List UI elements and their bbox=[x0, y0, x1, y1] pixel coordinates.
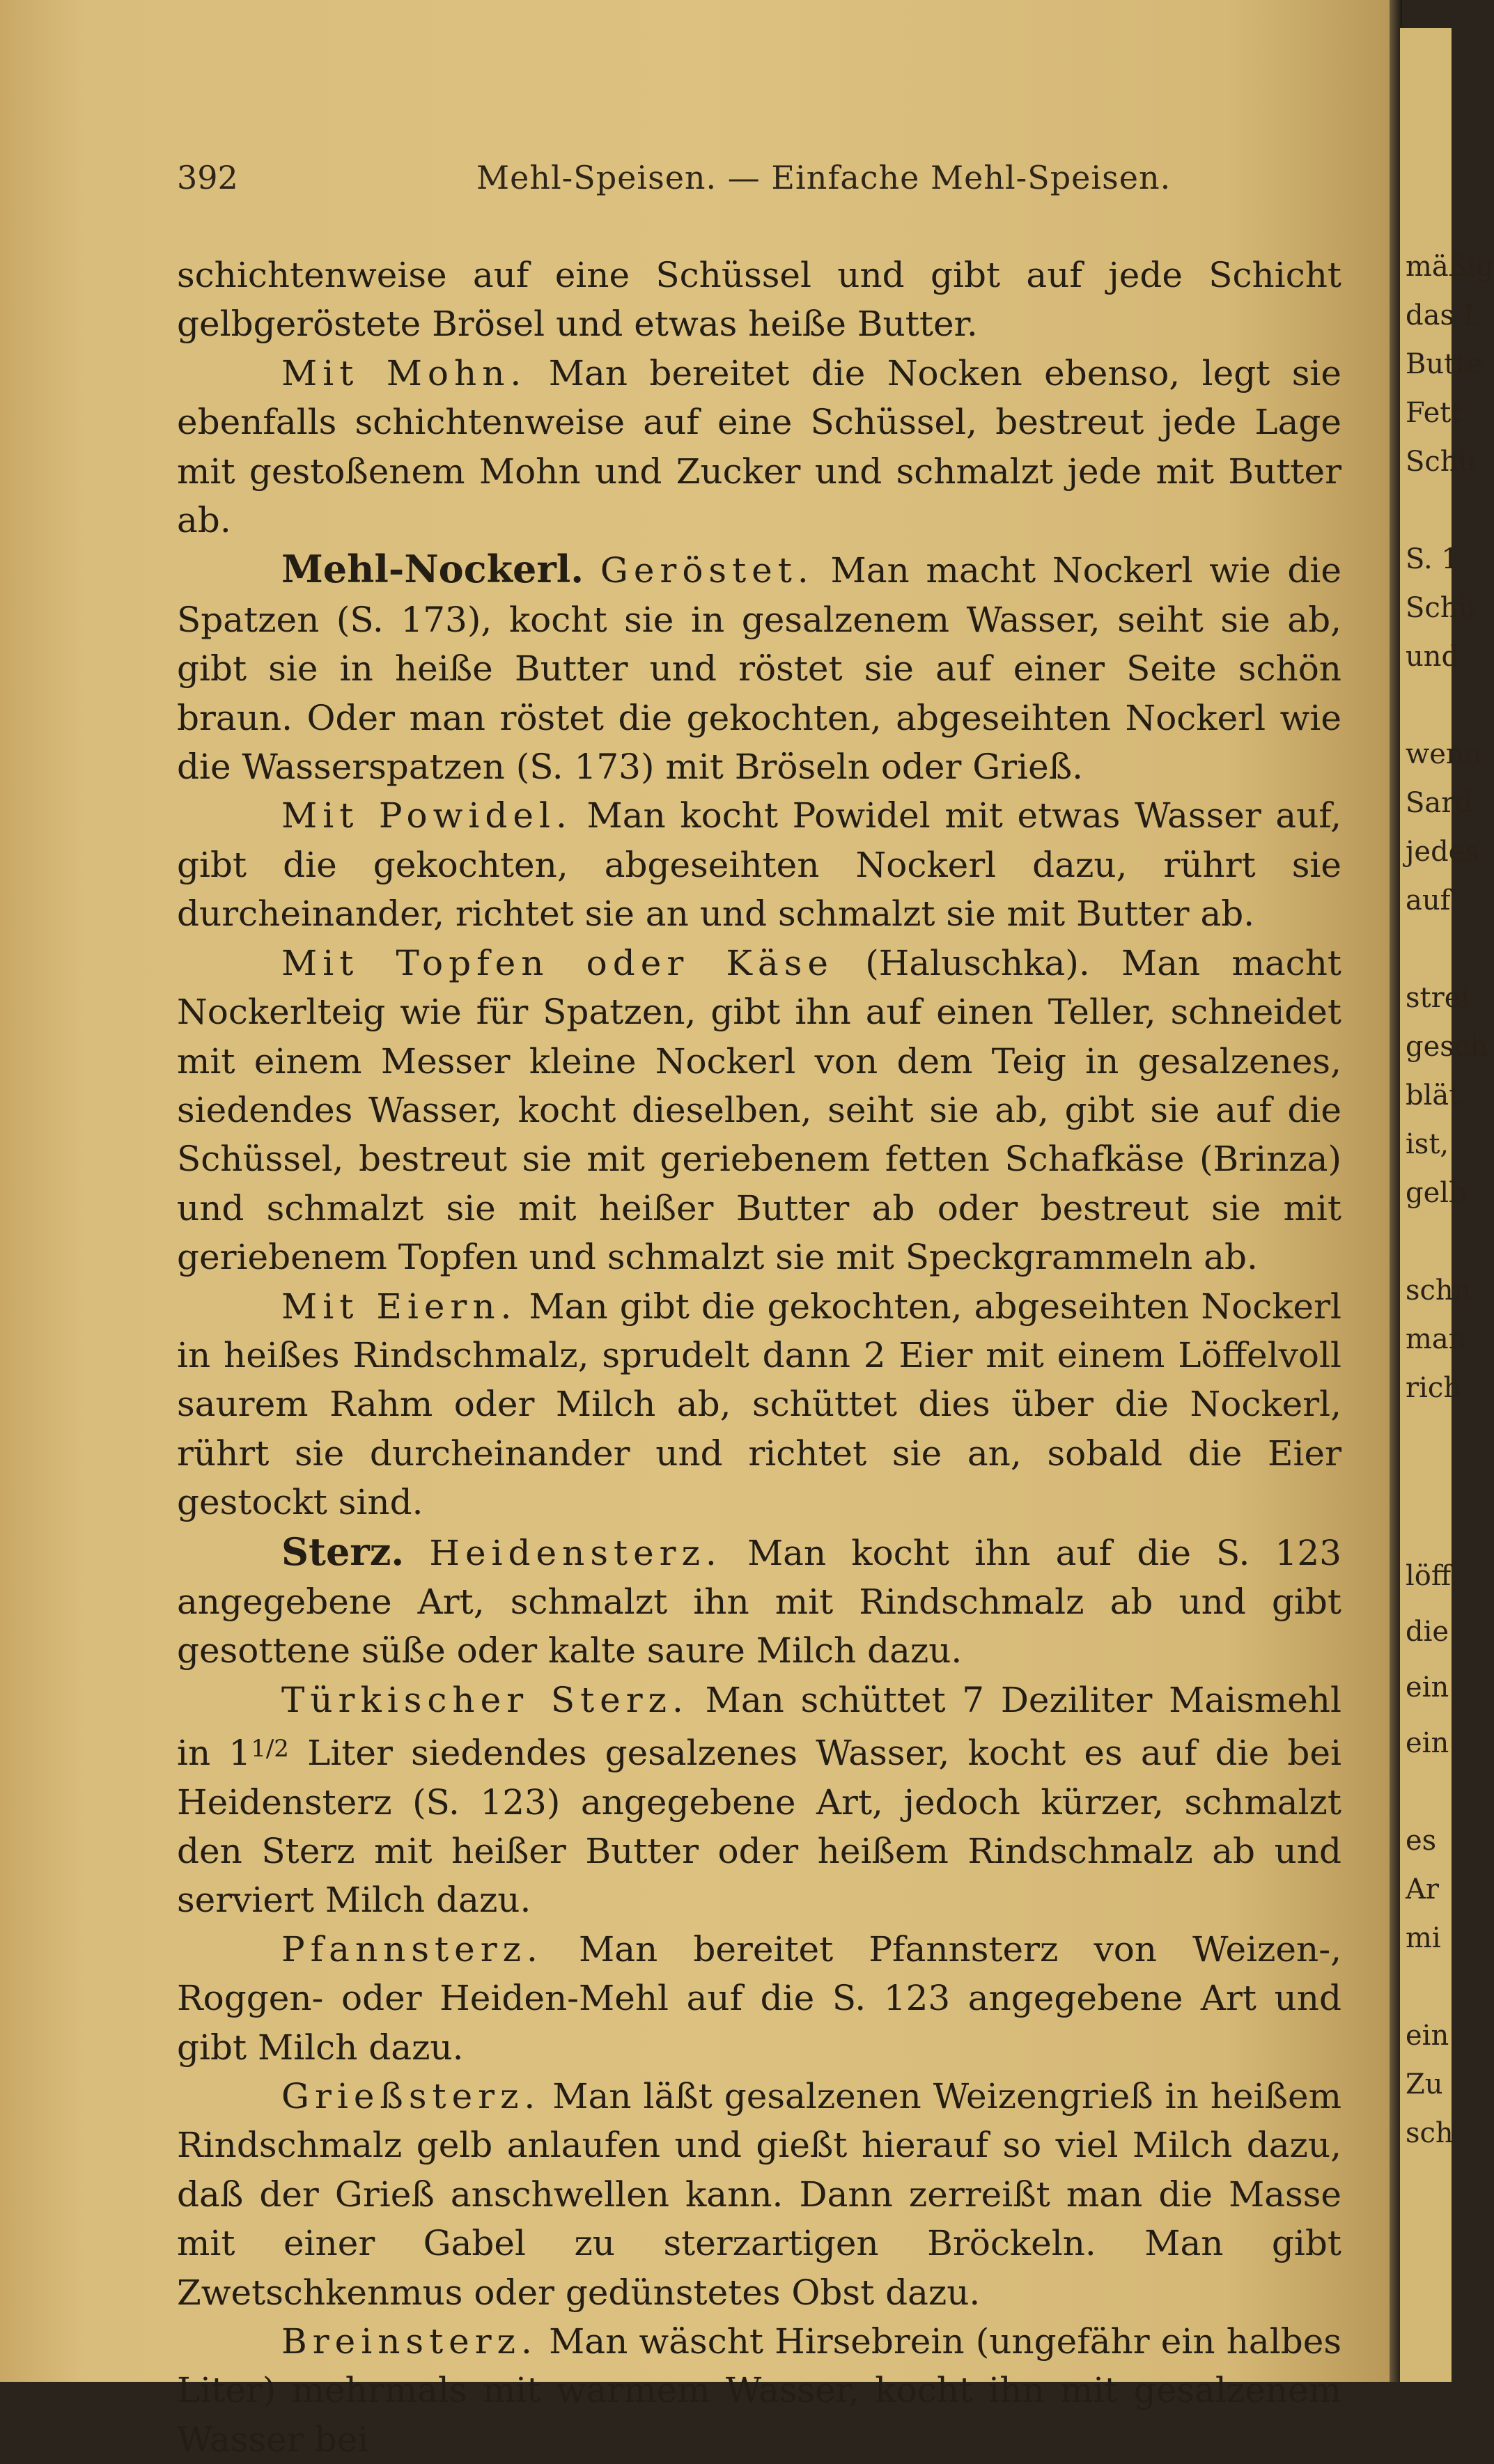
running-title: Mehl-Speisen. — Einfache Mehl-Speisen. bbox=[476, 159, 1172, 196]
next-page-fragment: schn bbox=[1406, 1274, 1472, 1307]
next-page-fragment: mäßig bbox=[1406, 251, 1494, 283]
next-page-fragment: strei bbox=[1406, 982, 1470, 1014]
paragraph: Mit Powidel. Man kocht Powidel mit etwas Wasser auf, gibt die gekochten, abgeseihten Nockerl dazu, rührt sie durcheinander, richtet sie an und schmalzt sie mit Butter ab. bbox=[177, 795, 1341, 935]
next-page-fragment: auf bbox=[1406, 884, 1451, 917]
paragraph: Grießsterz. Man läßt gesalzenen Weizengrieß in heißem Rindschmalz gelb anlaufen und gießt hierauf so viel Milch dazu, daß der Grieß anschwellen kann. Dann zerreißt man die Masse mit einer Gabel zu sterzartigen Bröckeln. Man gibt Zwetschkenmus oder gedünstetes Obst dazu. bbox=[177, 2076, 1341, 2313]
paragraph: Mit Eiern. Man gibt die gekochten, abgeseihten Nockerl in heißes Rindschmalz, sprudelt dann 2 Eier mit einem Löffelvoll saurem Rahm oder Milch ab, schüttet dies über die Nockerl, rührt sie durcheinander und richtet sie an, sobald die Eier gestockt sind. bbox=[177, 1286, 1341, 1523]
fraction: 1/2 bbox=[251, 1735, 289, 1763]
next-page-fragment: die bbox=[1406, 1616, 1449, 1648]
paragraph: Türkischer Sterz. Man schüttet 7 Deziliter Maismehl in $1^{1/2}$ Liter siedendes gesalzenes Wasser, kocht es auf die bei Heidensterz (S. 123) angegebene Art, jedoch kürzer, schmalzt den Sterz mit heißer Butter oder heißem Rindschmalz ab und serviert Milch dazu. bbox=[177, 1679, 1341, 1921]
next-page-fragment: jedes bbox=[1406, 836, 1479, 868]
section-heading: Mehl-Nockerl. bbox=[281, 547, 584, 592]
next-page-fragment: Schü bbox=[1406, 592, 1477, 624]
next-page-fragment: man bbox=[1406, 1323, 1467, 1355]
subheading: Türkischer Sterz. bbox=[281, 1679, 689, 1720]
next-page-fragment: das L bbox=[1406, 299, 1482, 332]
paragraph: Breinsterz. Man wäscht Hirsebrein (ungefähr ein halbes Liter) mehrmals mit warmem Wasser, kocht ihn mit gesalzenem Wasser bei bbox=[177, 2321, 1341, 2460]
section-heading: Sterz. bbox=[281, 1529, 405, 1574]
paragraph: Mit Topfen oder Käse (Haluschka). Man macht Nockerlteig wie für Spatzen, gibt ihn auf einen Teller, schneidet mit einem Messer kleine Nockerl von dem Teig in gesalzenes, siedendes Wasser, kocht dieselben, seiht sie ab, gibt sie auf die Schüssel, bestreut sie mit geriebenem fetten Schafkäse (Brinza) und schmalzt sie mit heißer Butter ab oder bestreut sie mit geriebenem Topfen und schmalzt sie mit Speckgrammeln ab. bbox=[177, 942, 1341, 1278]
next-page-fragment: es bbox=[1406, 1825, 1437, 1857]
paragraph: Pfannsterz. Man bereitet Pfannsterz von Weizen-, Roggen- oder Heiden-Mehl auf die S. 123 angegebene Art und gibt Milch dazu. bbox=[177, 1928, 1341, 2068]
next-page-fragment: und bbox=[1406, 641, 1460, 673]
next-page-fragment: ein bbox=[1406, 1671, 1449, 1703]
subheading: Geröstet. bbox=[600, 550, 814, 591]
paragraph: schichtenweise auf eine Schüssel und gibt auf jede Schicht gelbgeröstete Brösel und etwas heiße Butter. bbox=[177, 255, 1341, 345]
page-header bbox=[177, 159, 1347, 208]
subheading: Pfannsterz. bbox=[281, 1928, 543, 1970]
subheading: Heidensterz. bbox=[429, 1532, 722, 1573]
subheading: Grießsterz. bbox=[281, 2076, 541, 2117]
next-page-fragment: Ar bbox=[1406, 1873, 1440, 1905]
next-page-fragment: ein bbox=[1406, 2020, 1449, 2052]
next-page-fragment: Schü bbox=[1406, 446, 1477, 478]
next-page-fragment: ist, bbox=[1406, 1128, 1449, 1160]
subheading: Mit Topfen oder Käse bbox=[281, 942, 834, 983]
next-page-fragment: gesch bbox=[1406, 1031, 1488, 1063]
subheading: Mit Mohn. bbox=[281, 352, 527, 393]
next-page-fragment: Sard bbox=[1406, 787, 1472, 819]
next-page-fragment: Zu bbox=[1406, 2068, 1443, 2100]
next-page-fragment: wenn bbox=[1406, 738, 1482, 770]
next-page-fragment: S. 1 bbox=[1406, 543, 1459, 575]
next-page-fragment: Butte bbox=[1406, 348, 1483, 380]
next-page-fragment: Fett bbox=[1406, 397, 1463, 429]
paragraph: Mit Mohn. Man bereitet die Nocken ebenso, legt sie ebenfalls schichtenweise auf eine Schüssel, bestreut jede Lage mit gestoßenem Mohn und Zucker und schmalzt jede mit Butter ab. bbox=[177, 352, 1341, 541]
next-page-fragment: ein bbox=[1406, 1727, 1449, 1759]
paragraph: Mehl-Nockerl. Geröstet. Man macht Nockerl wie die Spatzen (S. 173), kocht sie in gesalzenem Wasser, seiht sie ab, gibt sie in heiße Butter und röstet sie auf einer Seite schön braun. Oder man röstet die gekochten, abgeseihten Nockerl wie die Wasserspatzen (S. 173) mit Bröseln oder Grieß. bbox=[177, 547, 1341, 788]
next-page-fragment: mi bbox=[1406, 1922, 1441, 1954]
page-number: 392 bbox=[177, 159, 238, 196]
next-page-fragment: löff bbox=[1406, 1560, 1452, 1592]
paragraph: Sterz. Heidensterz. Man kocht ihn auf die S. 123 angegebene Art, schmalzt ihn mit Rindschmalz ab und gibt gesottene süße oder kalte saure Milch dazu. bbox=[177, 1529, 1341, 1671]
subheading: Mit Powidel. bbox=[281, 795, 573, 836]
next-page-edge bbox=[1400, 28, 1494, 2382]
subheading: Mit Eiern. bbox=[281, 1286, 518, 1327]
next-page-fragment: gelb bbox=[1406, 1177, 1467, 1209]
next-page-fragment: rich bbox=[1406, 1372, 1462, 1404]
body-text bbox=[177, 251, 1341, 2464]
next-page-fragment: sch bbox=[1406, 2117, 1454, 2149]
subheading: Breinsterz. bbox=[281, 2321, 538, 2362]
next-page-fragment: blät bbox=[1406, 1079, 1461, 1112]
